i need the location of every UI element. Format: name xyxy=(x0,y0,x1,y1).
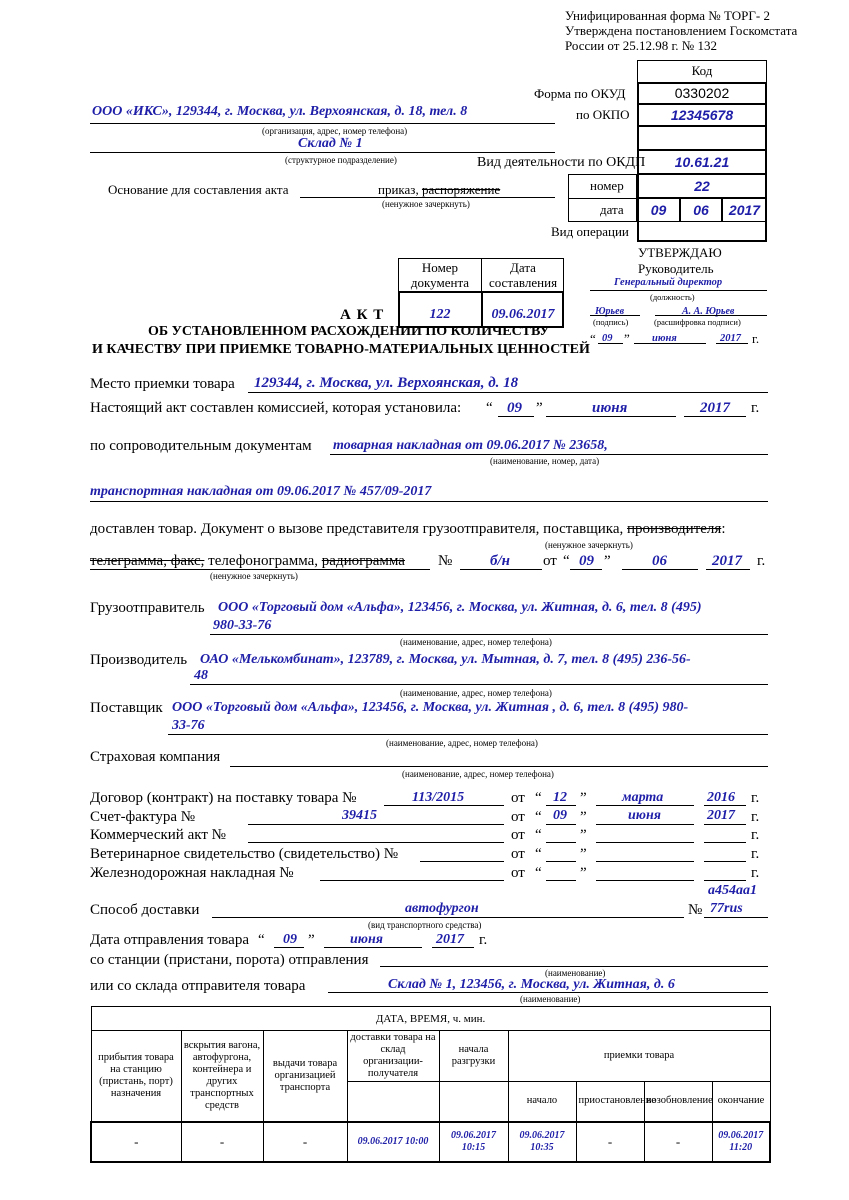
approve-day: 09 xyxy=(602,333,613,344)
ship-year-line xyxy=(432,947,474,948)
vet-month-line xyxy=(596,861,694,862)
contract-g: г. xyxy=(751,790,760,806)
c-day-line xyxy=(498,416,534,417)
form-header-line: России от 25.12.98 г. № 132 xyxy=(565,38,717,53)
rail-qclose: ” xyxy=(580,865,587,881)
approve-day-line xyxy=(598,343,623,344)
commission-day: 09 xyxy=(507,400,522,416)
invoice-number: 39415 xyxy=(342,808,377,823)
delivery-line xyxy=(212,917,684,918)
rail-ot: от xyxy=(511,865,525,881)
cell-delivery: 09.06.2017 10:00 xyxy=(347,1122,439,1162)
code-empty-cell xyxy=(637,126,767,150)
nomer-value: 22 xyxy=(637,174,767,198)
akt-subtitle-1: ОБ УСТАНОВЛЕННОМ РАСХОЖДЕНИИ ПО КОЛИЧЕСТВУ xyxy=(148,324,550,339)
tele-ot: от xyxy=(543,553,557,569)
docs-line-2 xyxy=(90,501,768,502)
commercial-num-line xyxy=(248,842,504,843)
basis-line xyxy=(300,197,555,198)
car-number-top: а454аа1 xyxy=(708,883,757,898)
ship-day: 09 xyxy=(283,932,297,947)
col-header-resume: возобновление xyxy=(644,1082,712,1122)
c-year-line xyxy=(684,416,746,417)
t-month-line xyxy=(622,569,698,570)
contract-day: 12 xyxy=(553,790,567,805)
commission-label: Настоящий акт составлен комиссией, которая установила: xyxy=(90,400,462,416)
tele-no: № xyxy=(438,553,453,569)
c-qclose: ” xyxy=(536,400,543,416)
invoice-qopen: “ xyxy=(535,809,542,825)
contract-month: марта xyxy=(622,790,664,805)
commercial-year-line xyxy=(704,842,746,843)
docs-value-1: товарная накладная от 09.06.2017 № 23658, xyxy=(333,438,608,453)
delivered-struck: производителя xyxy=(627,521,722,537)
divider xyxy=(568,198,637,199)
insurance-label: Страховая компания xyxy=(90,749,221,765)
tele-num-line xyxy=(460,569,542,570)
delivery-caption: (вид транспортного средства) xyxy=(368,920,482,930)
tele-number: б/н xyxy=(490,553,510,569)
form-header xyxy=(565,8,797,53)
approve-month: июня xyxy=(652,333,677,344)
col-header-delivery: доставки товара на склад организации-получателя xyxy=(347,1031,439,1082)
ship-year: 2017 xyxy=(436,932,464,947)
date-day: 09 xyxy=(637,198,680,222)
supplier-caption: (наименование, адрес, номер телефона) xyxy=(386,738,538,748)
vet-label: Ветеринарное свидетельство (свидетельство) № xyxy=(90,846,399,862)
rail-qopen: “ xyxy=(535,865,542,881)
radio-struck: радиограмма xyxy=(321,553,405,569)
basis-label: Основание для составления акта xyxy=(108,182,289,197)
delivery-value: автофургон xyxy=(405,901,479,916)
doc-date-header: Дата составления xyxy=(488,260,558,290)
insurance-caption: (наименование, адрес, номер телефона) xyxy=(402,769,554,779)
place-value: 129344, г. Москва, ул. Верхоянская, д. 18 xyxy=(254,375,519,391)
okdp-value: 10.61.21 xyxy=(637,150,767,174)
commission-month: июня xyxy=(592,400,628,416)
ship-qclose: ” xyxy=(308,932,315,948)
c-month-line xyxy=(546,416,676,417)
organization-name: ООО «ИКС», 129344, г. Москва, ул. Верхоянская, д. 18, тел. 8 xyxy=(92,104,468,119)
doc-num-header: Номер документа xyxy=(410,260,470,290)
invoice-month: июня xyxy=(628,808,661,823)
rail-day-line xyxy=(546,880,576,881)
form-header-line: Унифицированная форма № ТОРГ- 2 xyxy=(565,8,770,23)
form-header-line: Утверждена постановлением Госкомстата xyxy=(565,23,798,38)
car-number: 77rus xyxy=(710,901,743,916)
tele-month: 06 xyxy=(652,553,667,569)
warehouse-value: Склад № 1, 123456, г. Москва, ул. Житная, д. 6 xyxy=(388,977,675,992)
ship-qopen: “ xyxy=(258,932,265,948)
commission-year: 2017 xyxy=(700,400,730,416)
code-header-cell xyxy=(637,60,767,83)
c-qopen: “ xyxy=(486,400,493,416)
t-day-line xyxy=(570,569,602,570)
maker-value-2: 48 xyxy=(194,668,208,683)
c-g: г. xyxy=(751,400,760,416)
approve-year: 2017 xyxy=(720,333,741,344)
delivered-colon: : xyxy=(721,521,726,537)
maker-label: Производитель xyxy=(90,652,188,668)
col-header-opening: вскрытия вагона, автофургона, контейнера и других транспортных средств xyxy=(181,1031,263,1122)
warehouse-line xyxy=(328,992,768,993)
org-caption: (организация, адрес, номер телефона) xyxy=(262,126,408,136)
vet-qclose: ” xyxy=(580,846,587,862)
ship-month: июня xyxy=(350,932,383,947)
okud-value: 0330202 xyxy=(637,82,767,104)
docs-line-1 xyxy=(330,454,768,455)
invoice-day-line xyxy=(546,824,576,825)
tele-day: 09 xyxy=(579,553,594,569)
contract-ot: от xyxy=(511,790,525,806)
commercial-day-line xyxy=(546,842,576,843)
col-header-start: начало xyxy=(508,1082,576,1122)
approve-signature: Юрьев xyxy=(595,306,625,317)
cell-end: 09.06.2017 11:20 xyxy=(712,1122,770,1162)
maker-caption: (наименование, адрес, номер телефона) xyxy=(400,688,552,698)
contract-label: Договор (контракт) на поставку товара № xyxy=(90,790,357,806)
maker-value-1: ОАО «Мелькомбинат», 123789, г. Москва, ул. Мытная, д. 7, тел. 8 (495) 236-56- xyxy=(200,652,691,667)
t-year-line xyxy=(706,569,750,570)
approve-year-line xyxy=(716,343,748,344)
col-header-pause: приостановление xyxy=(576,1082,644,1122)
vet-day-line xyxy=(546,861,576,862)
vid-oper-label: Вид операции xyxy=(551,224,629,239)
commercial-month-line xyxy=(596,842,694,843)
okpo-value: 12345678 xyxy=(637,104,767,126)
shipper-value-1: ООО «Торговый дом «Альфа», 123456, г. Москва, ул. Житная, д. 6, тел. 8 (495) xyxy=(218,600,702,615)
tele-year: 2017 xyxy=(712,553,742,569)
unit-line xyxy=(90,152,555,153)
invoice-month-line xyxy=(596,824,694,825)
datetime-table xyxy=(90,1006,771,1163)
insurance-line xyxy=(230,766,768,767)
shipper-value-2: 980-33-76 xyxy=(213,618,272,633)
invoice-ot: от xyxy=(511,809,525,825)
contract-num-line xyxy=(384,805,504,806)
col-subheader-blank xyxy=(347,1082,439,1122)
rail-year-line xyxy=(704,880,746,881)
date-year: 2017 xyxy=(722,198,767,222)
position-caption: (должность) xyxy=(650,292,695,302)
col-header-issue: выдачи товара организацией транспорта xyxy=(263,1031,347,1122)
maker-line xyxy=(190,684,768,685)
org-line xyxy=(90,123,555,124)
contract-qopen: “ xyxy=(535,790,542,806)
tele-line xyxy=(90,569,430,570)
ship-g: г. xyxy=(479,932,488,948)
delivered-plain: доставлен товар. Документ о вызове представителя грузоотправителя, поставщика, xyxy=(90,521,628,537)
sign-caption: (подпись) xyxy=(593,317,629,327)
approve-role: Руководитель xyxy=(638,261,714,276)
approve-month-line xyxy=(634,343,706,344)
shipper-caption: (наименование, адрес, номер телефона) xyxy=(400,637,552,647)
cell-resume: - xyxy=(644,1122,712,1162)
basis-value-plain: приказ, xyxy=(378,182,422,197)
contract-qclose: ” xyxy=(580,790,587,806)
okpo-label: по ОКПО xyxy=(576,107,630,122)
akt-title: А К Т xyxy=(340,307,385,323)
ship-day-line xyxy=(274,947,304,948)
approve-title: УТВЕРЖДАЮ xyxy=(638,245,722,260)
okud-label: Форма по ОКУД xyxy=(534,86,626,101)
date-month: 06 xyxy=(680,198,722,222)
ship-month-line xyxy=(324,947,422,948)
cell-start: 09.06.2017 10:35 xyxy=(508,1122,576,1162)
doc-date: 09.06.2017 xyxy=(491,307,555,322)
invoice-day: 09 xyxy=(553,808,567,823)
rail-month-line xyxy=(596,880,694,881)
approve-qopen: “ xyxy=(590,331,596,346)
rail-label: Железнодорожная накладная № xyxy=(90,865,294,881)
delivered-text xyxy=(90,521,725,538)
invoice-label: Счет-фактура № xyxy=(90,809,196,825)
vet-qopen: “ xyxy=(535,846,542,862)
decipher-caption: (расшифровка подписи) xyxy=(654,317,741,327)
invoice-year-line xyxy=(704,824,746,825)
doc-number: 122 xyxy=(429,307,451,322)
code-header: Код xyxy=(691,63,713,78)
sign-line xyxy=(590,315,640,316)
warehouse-label: или со склада отправителя товара xyxy=(90,978,306,994)
data-label: дата xyxy=(600,202,624,217)
approve-g: г. xyxy=(752,331,760,346)
table-title: ДАТА, ВРЕМЯ, ч. мин. xyxy=(91,1007,770,1031)
contract-month-line xyxy=(596,805,694,806)
station-line xyxy=(380,966,768,967)
supplier-line xyxy=(168,734,768,735)
vet-num-line xyxy=(420,861,504,862)
car-no-sign: № xyxy=(688,902,703,918)
contract-day-line xyxy=(546,805,576,806)
unit-caption: (структурное подразделение) xyxy=(285,155,397,165)
invoice-year: 2017 xyxy=(707,808,735,823)
okdp-label: Вид деятельности по ОКДП xyxy=(477,155,646,170)
contract-year: 2016 xyxy=(707,790,735,805)
rail-g: г. xyxy=(751,865,760,881)
docs-caption: (наименование, номер, дата) xyxy=(490,456,600,466)
approve-position: Генеральный директор xyxy=(614,277,723,288)
commercial-ot: от xyxy=(511,827,525,843)
invoice-qclose: ” xyxy=(580,809,587,825)
supplier-value-2: 33-76 xyxy=(172,718,205,733)
commercial-label: Коммерческий акт № xyxy=(90,827,226,843)
col-header-end: окончание xyxy=(712,1082,770,1122)
delivered-caption: (ненужное зачеркнуть) xyxy=(545,540,633,550)
vet-g: г. xyxy=(751,846,760,862)
tele-plain: телефонограмма, xyxy=(204,553,322,569)
cell-unload: 09.06.2017 10:15 xyxy=(439,1122,508,1162)
cell-pause: - xyxy=(576,1122,644,1162)
tele-struck: телеграмма, факс, xyxy=(90,553,205,569)
rail-num-line xyxy=(320,880,504,881)
basis-value xyxy=(378,182,500,198)
station-label: со станции (пристани, порота) отправления xyxy=(90,952,369,968)
decipher-line xyxy=(655,315,767,316)
col-header-acceptance: приемки товара xyxy=(508,1031,770,1082)
car-num-line xyxy=(704,917,768,918)
col-header-unload: начала разгрузки xyxy=(439,1031,508,1082)
supplier-value-1: ООО «Торговый дом «Альфа», 123456, г. Москва, ул. Житная , д. 6, тел. 8 (495) 980- xyxy=(172,700,689,715)
ship-date-label: Дата отправления товара xyxy=(90,932,249,948)
tele-text xyxy=(90,553,405,570)
shipper-label: Грузоотправитель xyxy=(90,600,205,616)
invoice-num-line xyxy=(248,824,504,825)
place-line xyxy=(248,392,768,393)
t-qopen: “ xyxy=(563,553,570,569)
cell-opening: - xyxy=(181,1122,263,1162)
t-g: г. xyxy=(757,553,766,569)
place-label: Место приемки товара xyxy=(90,376,235,392)
docs-value-2: транспортная накладная от 09.06.2017 № 457/09-2017 xyxy=(90,484,432,499)
table-row xyxy=(91,1122,770,1162)
commercial-qclose: ” xyxy=(580,827,587,843)
basis-value-struck: распоряжение xyxy=(421,182,501,197)
cell-issue: - xyxy=(263,1122,347,1162)
vet-ot: от xyxy=(511,846,525,862)
shipper-line xyxy=(210,634,768,635)
structural-unit: Склад № 1 xyxy=(298,136,363,151)
cell-arrival: - xyxy=(91,1122,181,1162)
akt-subtitle-2: И КАЧЕСТВУ ПРИ ПРИЕМКЕ ТОВАРНО-МАТЕРИАЛЬНЫХ ЦЕННОСТЕЙ xyxy=(92,342,590,357)
col-subheader-blank xyxy=(439,1082,508,1122)
delivery-label: Способ доставки xyxy=(90,902,200,918)
contract-year-line xyxy=(704,805,746,806)
station-caption: (наименование) xyxy=(545,968,606,978)
commercial-g: г. xyxy=(751,827,760,843)
approve-decipher: А. А. Юрьев xyxy=(682,306,735,317)
position-line xyxy=(590,290,767,291)
vet-year-line xyxy=(704,861,746,862)
approve-qclose: ” xyxy=(624,331,630,346)
commercial-qopen: “ xyxy=(535,827,542,843)
invoice-g: г. xyxy=(751,809,760,825)
warehouse-caption: (наименование) xyxy=(520,994,581,1004)
col-header-arrival: прибытия товара на станцию (пристань, порт) назначения xyxy=(91,1031,181,1122)
docs-label: по сопроводительным документам xyxy=(90,438,312,454)
nomer-label: номер xyxy=(590,178,624,193)
contract-number: 113/2015 xyxy=(412,790,465,805)
basis-caption: (ненужное зачеркнуть) xyxy=(382,199,470,209)
t-qclose: ” xyxy=(604,553,611,569)
supplier-label: Поставщик xyxy=(90,700,163,716)
tele-caption: (ненужное зачеркнуть) xyxy=(210,571,298,581)
